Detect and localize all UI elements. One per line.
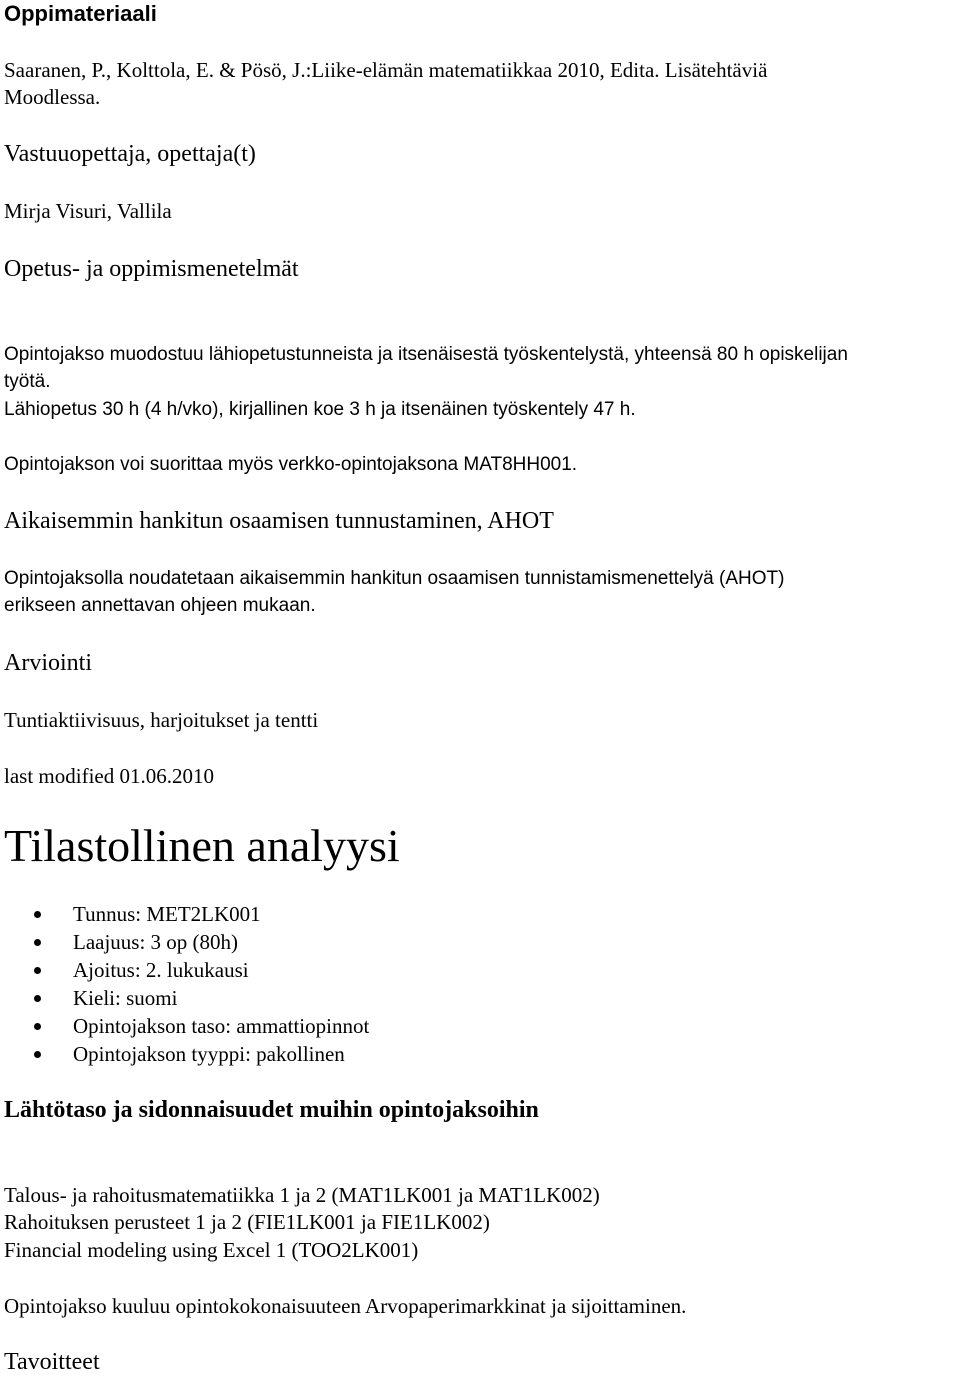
bullet-icon xyxy=(34,1051,41,1058)
material-text-line-1: Saaranen, P., Kolttola, E. & Pösö, J.:Liike-elämän matematiikkaa 2010, Edita. Lisätehtäviä xyxy=(4,58,768,82)
prerequisite-item: Financial modeling using Excel 1 (TOO2LK001) xyxy=(4,1238,419,1262)
section-heading-assessment: Arviointi xyxy=(4,650,92,676)
methods-text-line-4: Opintojakson voi suorittaa myös verkko-opintojaksona MAT8HH001. xyxy=(4,454,578,475)
section-heading-ahot: Aikaisemmin hankitun osaamisen tunnustaminen, AHOT xyxy=(4,508,554,534)
section-heading-teacher: Vastuuopettaja, opettaja(t) xyxy=(4,141,256,167)
prerequisite-item: Rahoituksen perusteet 1 ja 2 (FIE1LK001 ja FIE1LK002) xyxy=(4,1210,490,1234)
ahot-text-line-1: Opintojaksolla noudatetaan aikaisemmin hankitun osaamisen tunnistamismenettelyä (AHOT) xyxy=(4,568,785,589)
list-item: Opintojakson tyyppi: pakollinen xyxy=(0,1040,369,1068)
course-title: Tilastollinen analyysi xyxy=(4,820,400,871)
methods-text-line-2: työtä. xyxy=(4,371,51,392)
list-item: Tunnus: MET2LK001 xyxy=(0,900,369,928)
section-heading-material: Oppimateriaali xyxy=(4,1,157,26)
section-heading-prerequisites: Lähtötaso ja sidonnaisuudet muihin opintojaksoihin xyxy=(4,1097,539,1123)
list-item: Ajoitus: 2. lukukausi xyxy=(0,956,369,984)
bullet-icon xyxy=(34,939,41,946)
methods-text-line-1: Opintojakso muodostuu lähiopetustunneista ja itsenäisestä työskentelystä, yhteensä 80 h opiskelijan xyxy=(4,344,848,365)
assessment-text: Tuntiaktiivisuus, harjoitukset ja tentti xyxy=(4,708,319,732)
bullet-icon xyxy=(34,1023,41,1030)
bullet-icon xyxy=(34,911,41,918)
methods-text-line-3: Lähiopetus 30 h (4 h/vko), kirjallinen koe 3 h ja itsenäinen työskentely 47 h. xyxy=(4,399,636,420)
last-modified: last modified 01.06.2010 xyxy=(4,764,214,788)
list-item: Laajuus: 3 op (80h) xyxy=(0,928,369,956)
section-heading-methods: Opetus- ja oppimismenetelmät xyxy=(4,256,299,282)
bullet-icon xyxy=(34,967,41,974)
section-heading-objectives: Tavoitteet xyxy=(4,1349,100,1375)
bullet-icon xyxy=(34,995,41,1002)
list-item: Kieli: suomi xyxy=(0,984,369,1012)
course-details-list xyxy=(0,900,369,1068)
list-item: Opintojakson taso: ammattiopinnot xyxy=(0,1012,369,1040)
teacher-name: Mirja Visuri, Vallila xyxy=(4,199,172,223)
ahot-text-line-2: erikseen annettavan ohjeen mukaan. xyxy=(4,595,316,616)
material-text-line-2: Moodlessa. xyxy=(4,85,101,109)
prerequisite-item: Talous- ja rahoitusmatematiikka 1 ja 2 (MAT1LK001 ja MAT1LK002) xyxy=(4,1183,600,1207)
module-membership-text: Opintojakso kuuluu opintokokonaisuuteen Arvopaperimarkkinat ja sijoittaminen. xyxy=(4,1294,687,1318)
